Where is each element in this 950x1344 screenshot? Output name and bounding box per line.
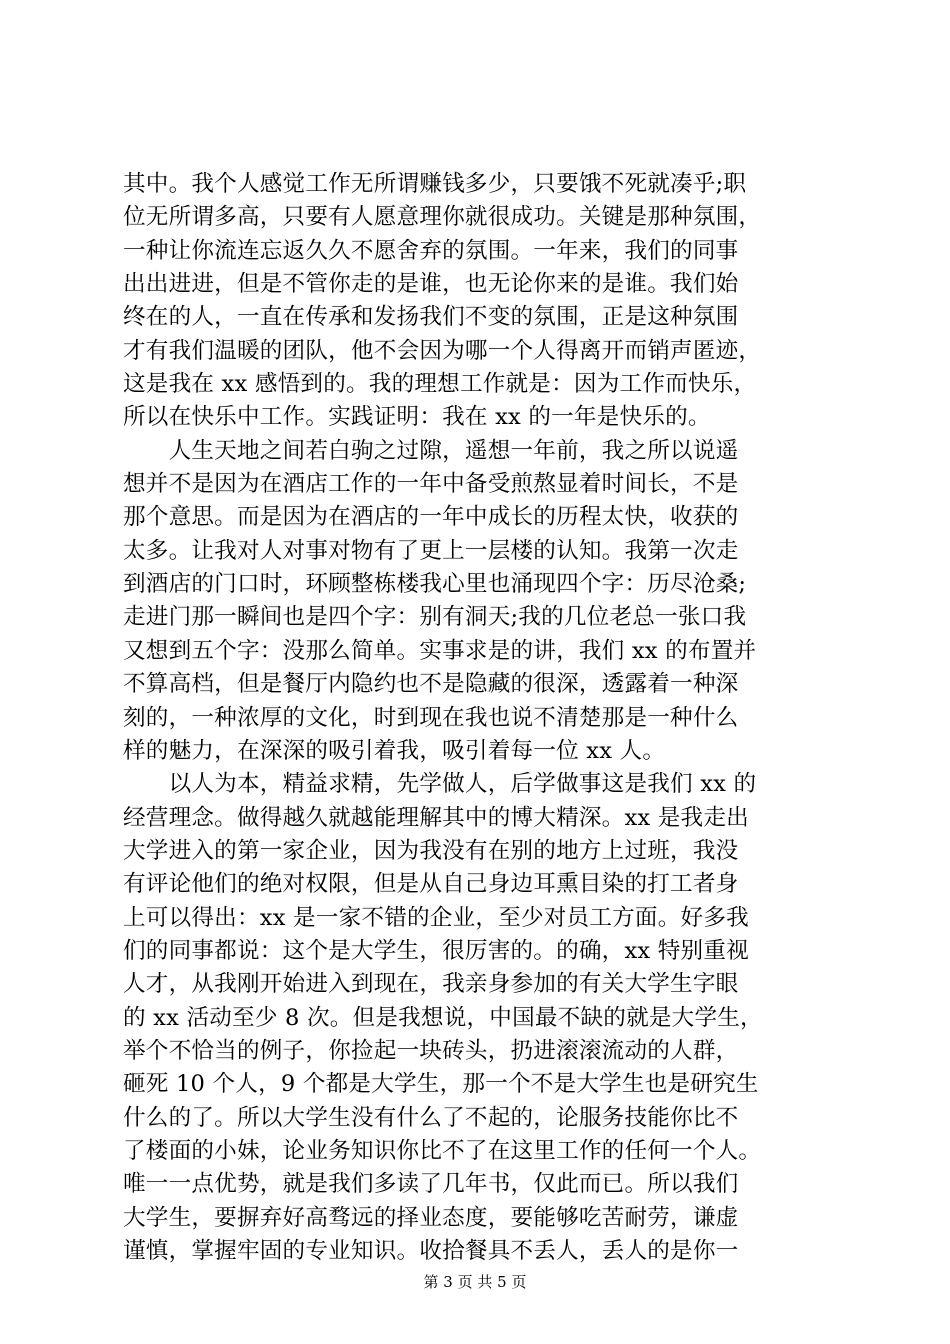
text-line: 位无所谓多高，只要有人愿意理你就很成功。关键是那种氛围， (123, 204, 762, 231)
text-line: 上可以得出：xx 是一家不错的企业，至少对员工方面。好多我 (123, 904, 749, 931)
text-line: 人才，从我刚开始进入到现在，我亲身参加的有关大学生字眼 (123, 971, 739, 998)
text-line: 这是我在 xx 感悟到的。我的理想工作就是：因为工作而快乐， (123, 371, 757, 398)
text-line: 大学进入的第一家企业，因为我没有在别的地方上过班，我没 (123, 837, 739, 864)
text-line: 又想到五个字：没那么简单。实事求是的讲，我们 xx 的布置并 (123, 637, 757, 664)
text-line: 终在的人，一直在传承和发扬我们不变的氛围，正是这种氛围 (123, 304, 739, 331)
text-line: 唯一一点优势，就是我们多读了几年书，仅此而已。所以我们 (123, 1171, 739, 1198)
text-line: 有评论他们的绝对权限，但是从自己身边耳熏目染的打工者身 (123, 871, 739, 898)
text-line: 砸死 10 个人，9 个都是大学生，那一个不是大学生也是研究生 (123, 1071, 759, 1098)
page-footer: 第 3 页 共 5 页 (423, 1273, 527, 1291)
text-line: 刻的，一种浓厚的文化，时到现在我也说不清楚那是一种什么 (123, 704, 739, 731)
text-line: 其中。我个人感觉工作无所谓赚钱多少，只要饿不死就凑乎;职 (123, 171, 747, 197)
text-line: 所以在快乐中工作。实践证明：我在 xx 的一年是快乐的。 (123, 404, 711, 431)
text-line: 想并不是因为在酒店工作的一年中备受煎熬显着时间长，不是 (123, 471, 739, 498)
text-line: 样的魅力，在深深的吸引着我，吸引着每一位 xx 人。 (123, 737, 666, 764)
text-line: 举个不恰当的例子，你捡起一块砖头，扔进滚滚流动的人群， (123, 1037, 739, 1064)
text-line: 人生天地之间若白驹之过隙，遥想一年前，我之所以说遥 (123, 437, 739, 464)
text-line: 太多。让我对人对事对物有了更上一层楼的认知。我第一次走 (123, 537, 739, 564)
text-line: 出出进进，但是不管你走的是谁，也无论你来的是谁。我们始 (123, 271, 739, 298)
text-line: 什么的了。所以大学生没有什么了不起的，论服务技能你比不 (123, 1104, 739, 1131)
text-line: 以人为本，精益求精，先学做人，后学做事这是我们 xx 的 (123, 771, 757, 798)
text-line: 才有我们温暖的团队，他不会因为哪一个人得离开而销声匿迹， (123, 337, 762, 364)
text-line: 的 xx 活动至少 8 次。但是我想说，中国最不缺的就是大学生， (123, 1004, 763, 1031)
text-line: 走进门那一瞬间也是四个字：别有洞天;我的几位老总一张口我 (123, 604, 747, 631)
text-line: 那个意思。而是因为在酒店的一年中成长的历程太快，收获的 (123, 504, 739, 531)
text-line: 谨慎，掌握牢固的专业知识。收拾餐具不丢人，丢人的是你一 (123, 1238, 739, 1264)
text-line: 了楼面的小妹，论业务知识你比不了在这里工作的任何一个人。 (123, 1137, 762, 1164)
text-line: 到酒店的门口时，环顾整栋楼我心里也涌现四个字：历尽沧桑; (123, 571, 747, 598)
text-line: 经营理念。做得越久就越能理解其中的博大精深。xx 是我走出 (123, 804, 749, 831)
text-line: 们的同事都说：这个是大学生，很厉害的。的确，xx 特别重视 (123, 937, 749, 964)
text-line: 不算高档，但是餐厅内隐约也不是隐藏的很深，透露着一种深 (123, 671, 739, 698)
body-text (123, 168, 833, 1268)
text-line: 大学生，要摒弃好高骛远的择业态度，要能够吃苦耐劳，谦虚 (123, 1204, 739, 1231)
text-line: 一种让你流连忘返久久不愿舍弃的氛围。一年来，我们的同事 (123, 237, 739, 264)
